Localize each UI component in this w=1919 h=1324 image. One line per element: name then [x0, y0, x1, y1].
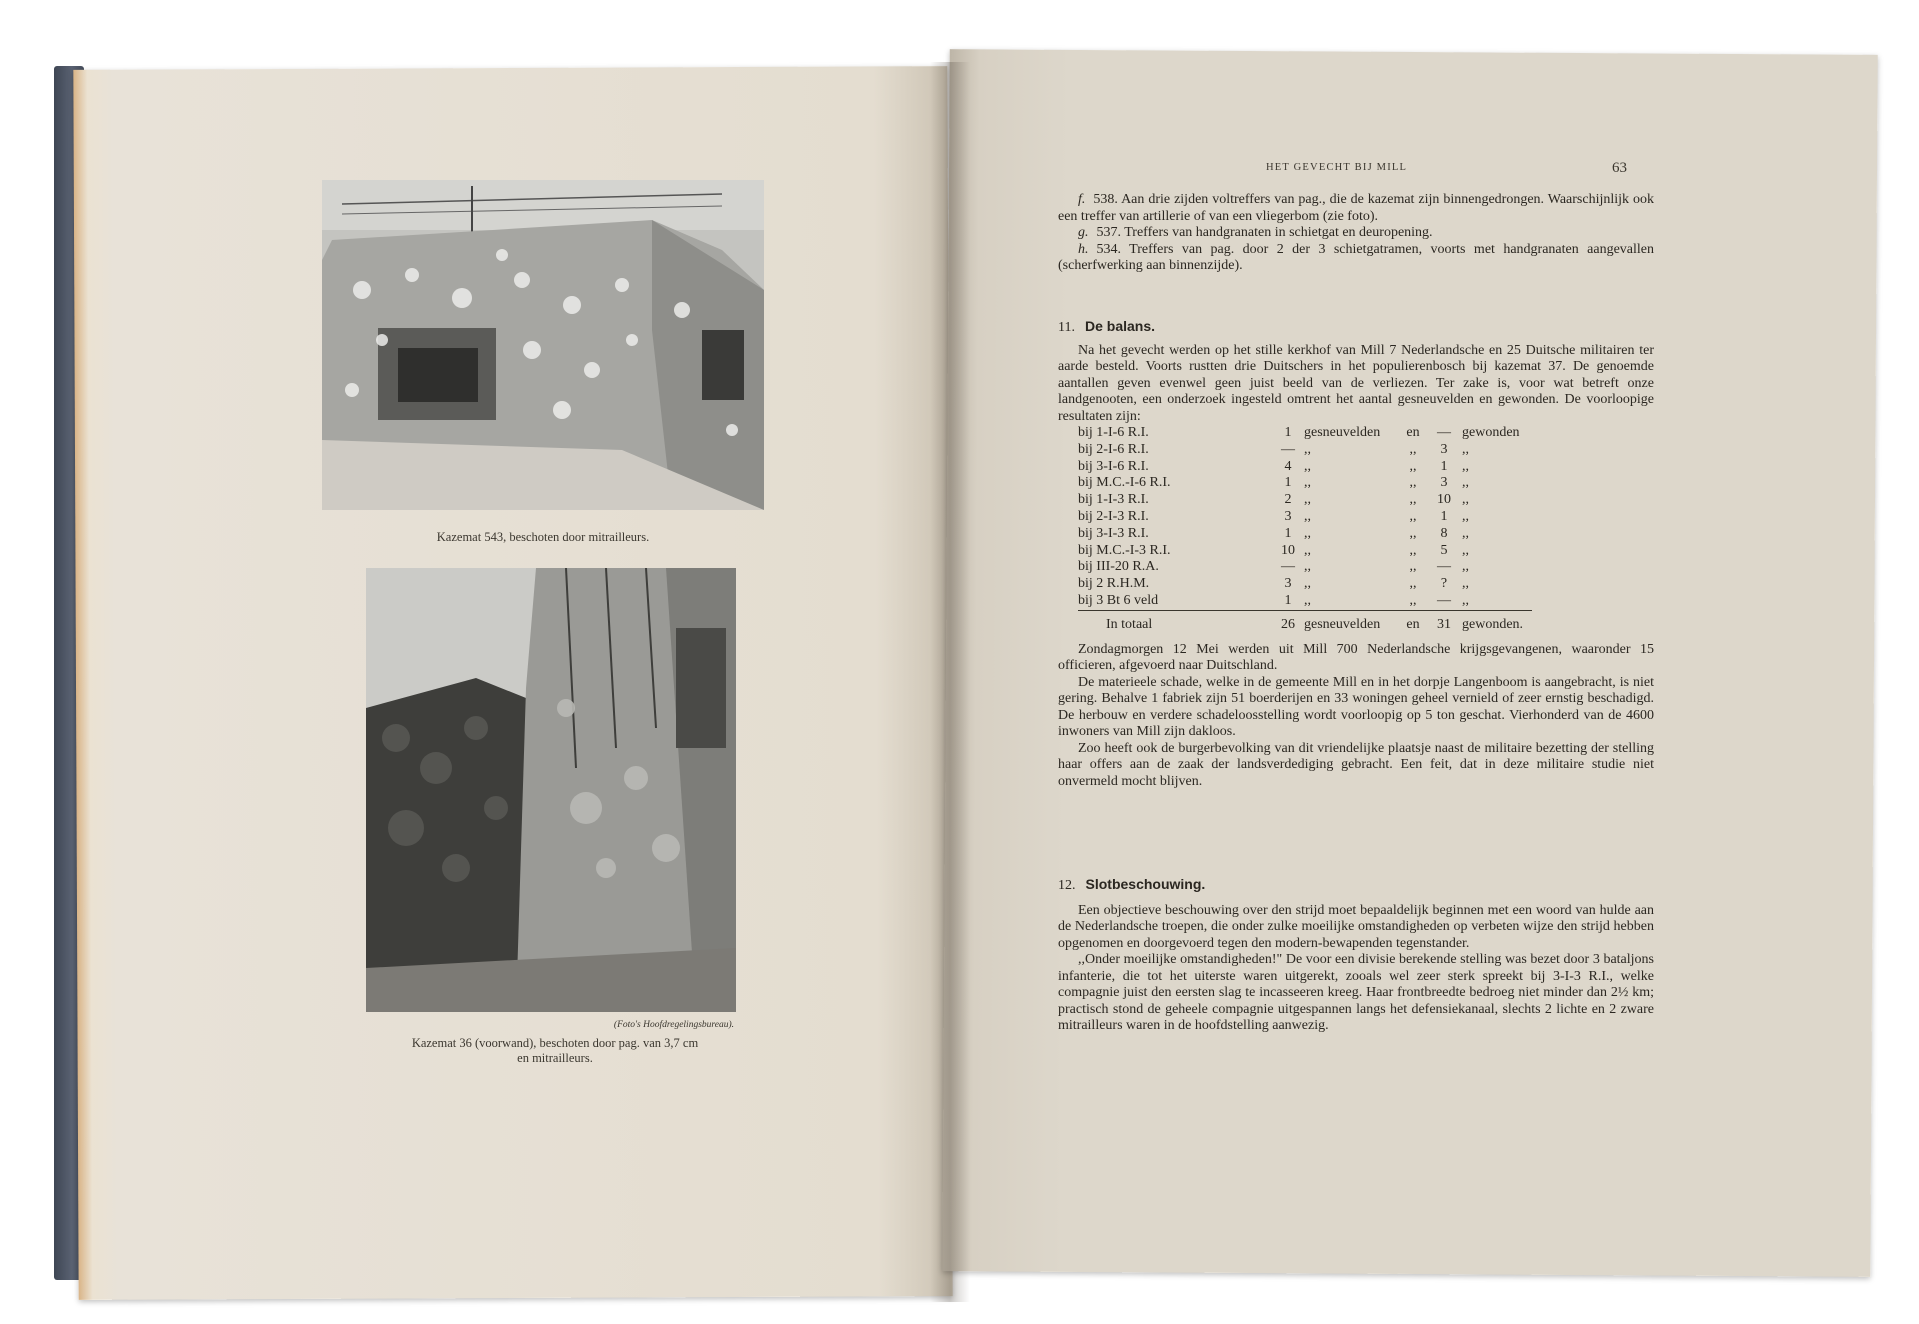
- casualty-unit: bij 3-I-6 R.I.: [1078, 458, 1149, 474]
- total-dead-word: gesneuvelden: [1300, 610, 1396, 633]
- casualty-dead: 3: [1284, 508, 1292, 524]
- casualty-row: [1078, 559, 1532, 576]
- casualty-row: [1078, 475, 1532, 492]
- casualty-row: [1078, 576, 1532, 593]
- section-11-intro: Na het gevecht werden op het stille kerkhof van Mill 7 Nederlandsche en 25 Duitsche militairen ter aarde besteld. Voorts rustten drie Duitschers in het populierenbosch bij kazemat 37. De genoemde aantallen geven evenwel geen juist beeld van de verliezen. Ter zake is, voor wat betreft onze landgenooten, een onderzoek ingesteld omtrent het aantal gesneuvelden en gewonden. De voorloopige resultaten zijn:: [1058, 342, 1654, 424]
- casualty-wounded: —: [1437, 559, 1451, 575]
- casualty-dead: —: [1281, 441, 1295, 457]
- casualty-unit: bij III-20 R.A.: [1078, 559, 1159, 575]
- item-h: [1058, 242, 1654, 275]
- casualty-dead: 1: [1284, 525, 1292, 541]
- casualty-en: ,,: [1409, 525, 1417, 541]
- total-wounded-word: gewonden.: [1458, 610, 1532, 633]
- casualty-wounded-word: ,,: [1462, 525, 1469, 541]
- total-dead: 26: [1276, 610, 1300, 633]
- item-letter: g.: [1078, 225, 1089, 240]
- section-11-para3: Zoo heeft ook de burgerbevolking van dit vriendelijke plaatsje naast de militaire bezetting der stelling haar offers aan de zaak der landsverdediging gebracht. Een feit, dat in deze militaire studie niet onvermeld mocht blijven.: [1058, 740, 1654, 789]
- casualty-wounded: 5: [1440, 542, 1448, 558]
- casualty-row: [1078, 509, 1532, 526]
- casualty-wounded-word: ,,: [1462, 441, 1469, 457]
- casualty-unit: bij 3 Bt 6 veld: [1078, 592, 1159, 608]
- casualty-dead-word: ,,: [1304, 458, 1311, 474]
- casualty-dead: 2: [1284, 492, 1292, 508]
- casualty-wounded: 3: [1440, 441, 1448, 457]
- bunker-photo-543: [322, 180, 764, 510]
- casualty-unit: bij 2 R.H.M.: [1078, 576, 1150, 592]
- casualty-unit: bij 2-I-3 R.I.: [1078, 508, 1149, 524]
- casualty-dead-word: ,,: [1304, 508, 1311, 524]
- casualty-en: en: [1406, 425, 1420, 440]
- casualty-unit: bij M.C.-I-6 R.I.: [1078, 475, 1171, 491]
- casualty-en: ,,: [1409, 592, 1417, 608]
- casualty-dead: 1: [1284, 425, 1292, 440]
- casualty-wounded-word: ,,: [1462, 592, 1469, 608]
- book-gutter: [930, 62, 970, 1302]
- item-letter: h.: [1078, 241, 1089, 257]
- section-number: 11.: [1058, 320, 1075, 335]
- casualty-en: ,,: [1409, 542, 1417, 558]
- casualty-wounded-word: ,,: [1462, 508, 1469, 524]
- casualty-dead: 3: [1284, 576, 1292, 592]
- casualty-dead: 10: [1281, 542, 1295, 558]
- casualty-row: [1078, 593, 1532, 610]
- casualty-table: [1078, 425, 1532, 634]
- section-12-para2: ,,Onder moeilijke omstandigheden!" De voor een divisie berekende stelling was bezet door 3 bataljons infanterie, die tot het uiterste waren uitgerekt, zooals wel zeer sterk spreekt bij 3-I-3 R.I., welke compagnie juist den eersten slag te incasseeren kreeg. Haar frontbreedte bedroeg niet minder dan 2½ km; practisch stond de geheele compagnie uitgespannen langs het defensiekanaal, slechts 2 lichte en 2 zware mitrailleurs waren in de hoofdstelling aanwezig.: [1058, 952, 1654, 1033]
- section-11-heading: [1058, 318, 1654, 337]
- casualty-dead-word: ,,: [1304, 525, 1311, 541]
- photo2-caption: [340, 1036, 770, 1066]
- casualty-dead: 4: [1284, 458, 1292, 474]
- casualty-wounded: 8: [1440, 525, 1448, 541]
- item-g: [1058, 225, 1654, 242]
- casualty-wounded: ?: [1440, 576, 1448, 592]
- casualty-wounded: —: [1437, 425, 1451, 440]
- casualty-en: ,,: [1409, 458, 1417, 474]
- section-title: Slotbeschouwing.: [1085, 876, 1206, 892]
- casualty-wounded: 10: [1437, 492, 1451, 508]
- casualty-dead-word: ,,: [1304, 441, 1311, 457]
- casualty-dead: 1: [1284, 475, 1292, 491]
- casualty-dead-word: ,,: [1304, 475, 1311, 491]
- item-text: 538. Aan drie zijden voltreffers van pag., die de kazemat zijn binnengedrongen. Waarschijnlijk ook een treffer van artillerie of van een vliegerbom (zie foto).: [1058, 192, 1654, 224]
- casualty-row: [1078, 543, 1532, 560]
- casualty-wounded: —: [1437, 592, 1451, 608]
- casualty-dead: 1: [1284, 592, 1292, 608]
- casualty-total-row: [1078, 610, 1532, 633]
- casualty-en: ,,: [1409, 559, 1417, 575]
- casualty-unit: bij 3-I-3 R.I.: [1078, 525, 1149, 541]
- casualty-wounded: 1: [1440, 508, 1448, 524]
- casualty-unit: bij 1-I-6 R.I.: [1078, 425, 1149, 440]
- casualty-wounded-word: ,,: [1462, 576, 1469, 592]
- section-12-para1: Een objectieve beschouwing over den strijd moet bepaaldelijk beginnen met een woord van hulde aan de Nederlandsche troepen, die onder zulke moeilijke omstandigheden op verbeten wijze den strijd hebben opgenomen en doorgevoerd tegen den modern-bewapenden tegenstander.: [1058, 902, 1654, 951]
- casualty-unit: bij M.C.-I-3 R.I.: [1078, 542, 1171, 558]
- bunker-photo-36: [366, 568, 736, 1012]
- casualty-row: [1078, 459, 1532, 476]
- casualty-dead-word: ,,: [1304, 592, 1311, 608]
- item-f: [1058, 192, 1654, 225]
- casualty-wounded: 3: [1440, 475, 1448, 491]
- casualty-row: [1078, 425, 1532, 442]
- total-en: en: [1396, 610, 1430, 633]
- section-12-heading: [1058, 876, 1654, 895]
- casualty-row: [1078, 526, 1532, 543]
- section-11-para1: Zondagmorgen 12 Mei werden uit Mill 700 Nederlandsche krijgsgevangenen, waaronder 15 officieren, afgevoerd naar Duitschland.: [1058, 641, 1654, 674]
- casualty-wounded-word: ,,: [1462, 559, 1469, 575]
- casualty-unit: bij 2-I-6 R.I.: [1078, 441, 1149, 457]
- section-11-para2: De materieele schade, welke in de gemeente Mill en in het dorpje Langenboom is aangebracht, is niet gering. Behalve 1 fabriek zijn 51 boerderijen en 33 woningen geheel vernield of zeer ernstig beschadigd. De herbouw en verdere schadeloosstelling wordt voorloopig op 5 ton geschat. Vierhonderd van de 4600 inwoners van Mill zijn dakloos.: [1058, 674, 1654, 740]
- casualty-row: [1078, 492, 1532, 509]
- casualty-dead: —: [1281, 559, 1295, 575]
- casualty-en: ,,: [1409, 492, 1417, 508]
- page-number: 63: [1612, 160, 1627, 176]
- running-head: HET GEVECHT BIJ MILL: [1266, 162, 1408, 173]
- casualty-en: ,,: [1409, 475, 1417, 491]
- section-12: [1058, 876, 1654, 1035]
- casualty-wounded-word: ,,: [1462, 542, 1469, 558]
- casualty-dead-word: ,,: [1304, 576, 1311, 592]
- total-wounded: 31: [1430, 610, 1458, 633]
- casualty-wounded-word: ,,: [1462, 492, 1469, 508]
- photo2-caption-line1: Kazemat 36 (voorwand), beschoten door pag. van 3,7 cm: [411, 1036, 699, 1050]
- casualty-dead-word: gesneuvelden: [1304, 425, 1381, 440]
- item-letter: f.: [1078, 192, 1086, 207]
- section-11: [1058, 318, 1654, 790]
- casualty-en: ,,: [1409, 576, 1417, 592]
- casualty-wounded-word: ,,: [1462, 475, 1469, 491]
- item-text: 534. Treffers van pag. door 2 der 3 schietgatramen, voorts met handgranaten aangevallen (scherfwerking aan binnenzijde).: [1058, 241, 1654, 273]
- casualty-en: ,,: [1409, 508, 1417, 524]
- item-text: 537. Treffers van handgranaten in schietgat en deuropening.: [1096, 225, 1433, 240]
- photo2-caption-line2: en mitrailleurs.: [517, 1051, 593, 1065]
- casualty-dead-word: ,,: [1304, 542, 1311, 558]
- casualty-dead-word: ,,: [1304, 492, 1311, 508]
- casualty-unit: bij 1-I-3 R.I.: [1078, 492, 1149, 508]
- casualty-wounded: 1: [1440, 458, 1448, 474]
- item-list: [1058, 192, 1654, 275]
- section-title: De balans.: [1084, 318, 1156, 334]
- section-number: 12.: [1058, 878, 1076, 893]
- casualty-row: [1078, 442, 1532, 459]
- casualty-wounded-word: ,,: [1462, 458, 1469, 474]
- casualty-en: ,,: [1409, 441, 1417, 457]
- total-label: In totaal: [1078, 610, 1276, 633]
- casualty-wounded-word: gewonden: [1462, 425, 1520, 440]
- casualty-dead-word: ,,: [1304, 559, 1311, 575]
- photo-credit: (Foto's Hoofdregelingsbureau).: [613, 1020, 734, 1030]
- photo1-caption: Kazemat 543, beschoten door mitrailleurs.: [436, 530, 650, 544]
